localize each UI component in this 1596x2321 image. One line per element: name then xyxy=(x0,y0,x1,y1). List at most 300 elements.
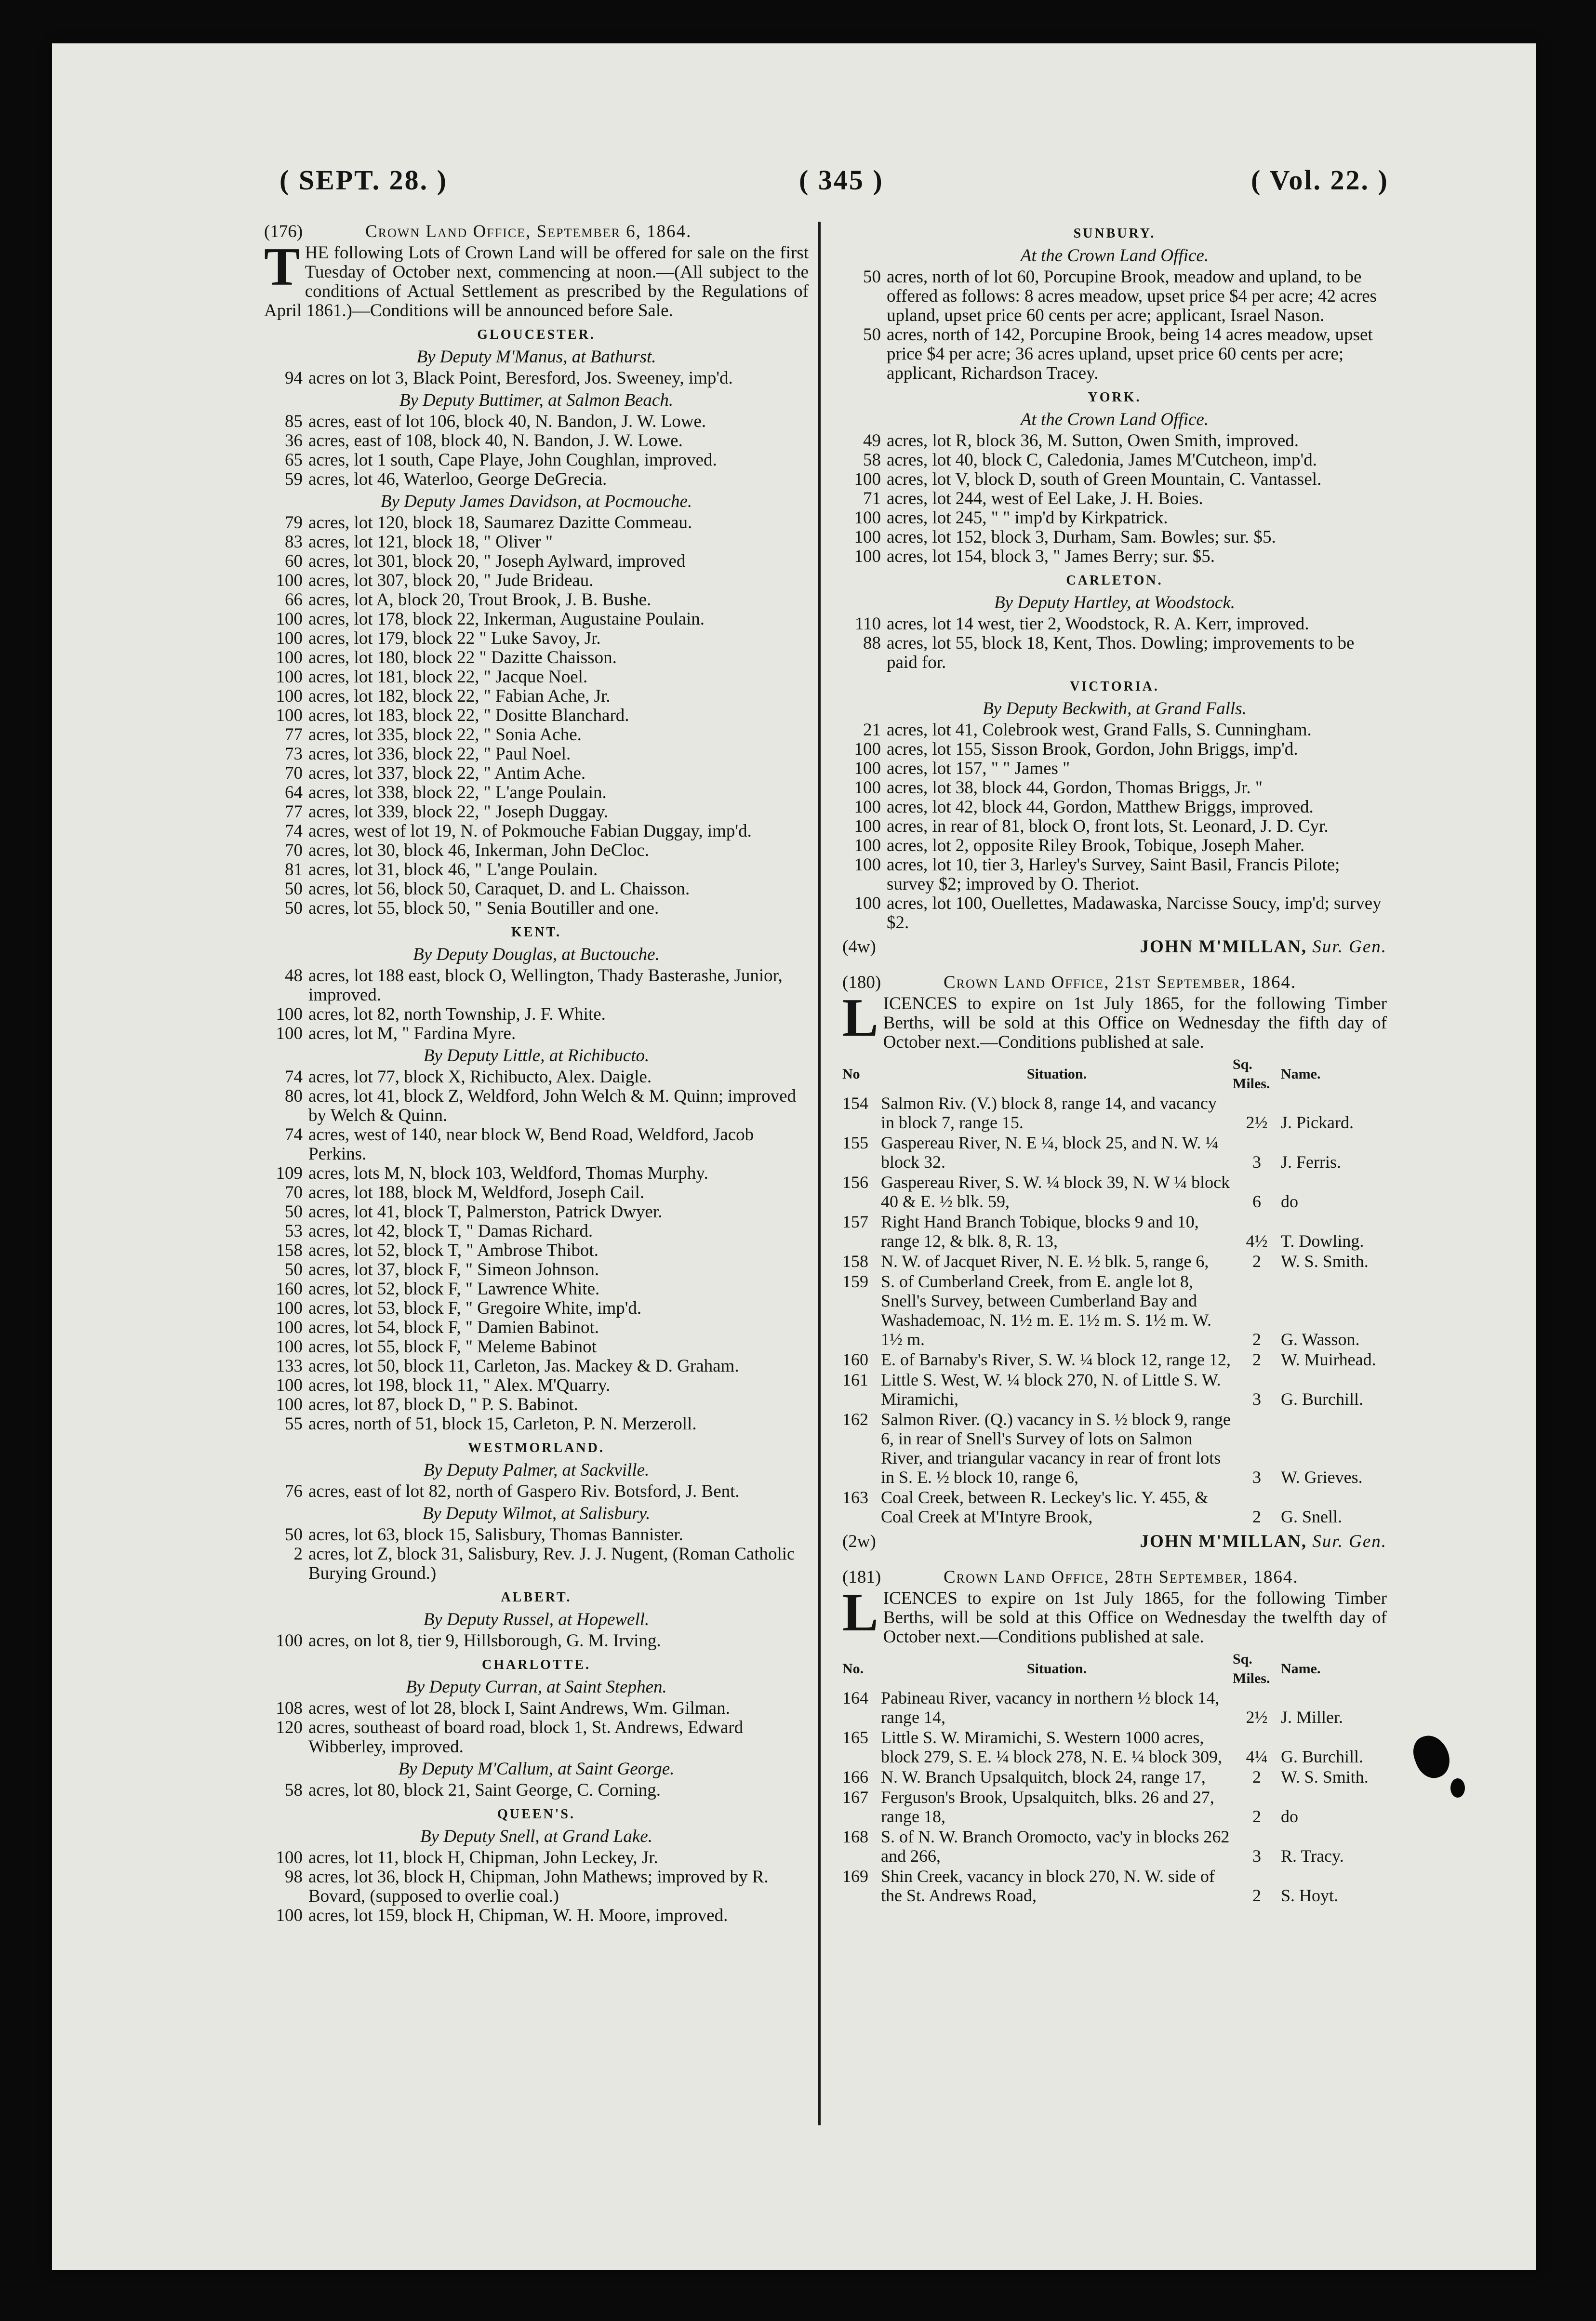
acres-value: 58 xyxy=(285,1780,303,1800)
acres-value: 100 xyxy=(854,739,881,759)
berth-situation: S. of Cumberland Creek, from E. angle lot 8, Snell's Survey, between Cumberland Bay and Washademoac, N. 1½ m. E. 1½ m. S. 1½ m. W. 1½ m. xyxy=(881,1272,1212,1349)
berth-name: R. Tracy. xyxy=(1281,1846,1344,1866)
berth-name: T. Dowling. xyxy=(1281,1231,1364,1251)
lot-entry xyxy=(264,783,809,802)
lot-description: acres, lot 339, block 22, " Joseph Duggay. xyxy=(308,802,609,822)
lot-entry xyxy=(264,1906,809,1925)
header-page-number: ( 345 ) xyxy=(799,164,884,196)
acres-value: 100 xyxy=(276,1318,303,1337)
lot-description: acres, lot 180, block 22 " Dazitte Chaisson. xyxy=(308,648,617,667)
berth-name: W. Grieves. xyxy=(1281,1467,1363,1487)
lot-description: acres, lot 1 south, Cape Playe, John Coughlan, improved. xyxy=(308,450,717,470)
lot-entry xyxy=(264,1299,809,1318)
acres-value: 100 xyxy=(854,894,881,913)
lot-entry xyxy=(264,412,809,431)
col-sq-miles: Sq. Miles. xyxy=(1233,1056,1270,1092)
berth-situation: N. W. of Jacquet River, N. E. ½ blk. 5, range 6, xyxy=(881,1252,1209,1271)
lot-description: acres, lot 178, block 22, Inkerman, Augustaine Poulain. xyxy=(308,609,705,629)
lot-description: acres, lot A, block 20, Trout Brook, J. B. Bushe. xyxy=(308,590,652,610)
right-sections xyxy=(842,224,1387,933)
header-volume: ( Vol. 22. ) xyxy=(1251,164,1389,196)
notice-number: (176) xyxy=(264,222,303,241)
lot-entry xyxy=(264,1125,809,1164)
office-line: Crown Land Office, 21st September, 1864. xyxy=(944,973,1297,992)
lot-description: acres, east of 108, block 40, N. Bandon, J. W. Lowe. xyxy=(308,431,683,451)
signature-block xyxy=(842,937,1387,957)
lot-description: acres, lot 77, block X, Richibucto, Alex. Daigle. xyxy=(308,1067,652,1087)
acres-value: 100 xyxy=(276,1024,303,1043)
signature-title: Sur. Gen. xyxy=(1312,1532,1387,1551)
insertion-mark: (4w) xyxy=(842,937,876,957)
county-heading: CHARLOTTE. xyxy=(482,1657,591,1672)
acres-value: 100 xyxy=(276,1298,303,1318)
lot-description: acres, lot V, block D, south of Green Mountain, C. Vantassel. xyxy=(887,469,1322,489)
lot-entry xyxy=(264,1222,809,1241)
acres-value: 77 xyxy=(285,802,303,822)
lot-description: acres, lot 307, block 20, " Jude Brideau. xyxy=(308,571,594,590)
lot-entry xyxy=(264,1318,809,1337)
acres-value: 36 xyxy=(285,431,303,451)
lot-entry xyxy=(264,1414,809,1434)
berth-number: 166 xyxy=(842,1767,868,1787)
berth-sq-miles: 2 xyxy=(1252,1330,1261,1349)
column-divider xyxy=(818,222,821,2125)
acres-value: 50 xyxy=(863,267,881,287)
left-column xyxy=(264,219,809,1925)
lot-description: acres, southeast of board road, block 1, St. Andrews, Edward Wibberley, improved. xyxy=(308,1718,744,1757)
acres-value: 70 xyxy=(285,1183,303,1202)
acres-value: 100 xyxy=(276,1906,303,1925)
berth-name: J. Ferris. xyxy=(1281,1152,1341,1172)
col-sq-miles: Sq. Miles. xyxy=(1233,1651,1270,1686)
lot-description: acres, lot 63, block 15, Salisbury, Thomas Bannister. xyxy=(308,1525,683,1545)
berth-row xyxy=(842,1867,1387,1906)
ink-blot xyxy=(1450,1778,1465,1798)
lot-description: acres, lot 40, block C, Caledonia, James M'Cutcheon, imp'd. xyxy=(887,450,1317,470)
lot-description: acres, lot 244, west of Eel Lake, J. H. Boies. xyxy=(887,489,1203,508)
acres-value: 50 xyxy=(285,1525,303,1545)
lot-entry xyxy=(842,634,1387,672)
acres-value: 98 xyxy=(285,1867,303,1887)
berth-row xyxy=(842,1370,1387,1410)
lot-description: acres, lot 2, opposite Riley Brook, Tobique, Joseph Maher. xyxy=(887,836,1305,855)
berth-name: J. Miller. xyxy=(1281,1707,1343,1727)
lot-description: acres, west of lot 19, N. of Pokmouche Fabian Duggay, imp'd. xyxy=(308,821,752,841)
berth-sq-miles: 6 xyxy=(1252,1192,1261,1211)
deputy-line: By Deputy M'Manus, at Bathurst. xyxy=(416,347,656,367)
lot-entry xyxy=(264,648,809,667)
berth-row xyxy=(842,1212,1387,1252)
lot-entry xyxy=(264,880,809,899)
lot-description: acres, lot 30, block 46, Inkerman, John DeCloc. xyxy=(308,840,649,860)
lot-description: acres, lot 46, Waterloo, George DeGrecia. xyxy=(308,469,607,489)
lot-entry xyxy=(264,610,809,629)
lot-entry xyxy=(842,614,1387,634)
berth-row xyxy=(842,1688,1387,1728)
lot-description: acres, lot 337, block 22, " Antim Ache. xyxy=(308,763,586,783)
berth-name: W. S. Smith. xyxy=(1281,1252,1369,1271)
berth-number: 156 xyxy=(842,1173,868,1192)
berth-number: 158 xyxy=(842,1252,868,1271)
acres-value: 100 xyxy=(854,547,881,566)
signature-name: JOHN M'MILLAN, Sur. Gen. xyxy=(1140,937,1387,957)
lot-description: acres, lot 50, block 11, Carleton, Jas. Mackey & D. Graham. xyxy=(308,1356,739,1376)
acres-value: 100 xyxy=(276,1375,303,1395)
berth-row xyxy=(842,1827,1387,1867)
berth-situation: S. of N. W. Branch Oromocto, vac'y in blocks 262 and 266, xyxy=(881,1827,1230,1866)
acres-value: 100 xyxy=(276,648,303,667)
lot-entry xyxy=(264,1357,809,1376)
berth-number: 160 xyxy=(842,1350,868,1369)
lot-entry xyxy=(264,1867,809,1906)
office-line: Crown Land Office, 28th September, 1864. xyxy=(944,1567,1299,1587)
lot-entry xyxy=(264,552,809,571)
lot-description: acres, lot 188 east, block O, Wellington, Thady Basterashe, Junior, improved. xyxy=(308,966,783,1005)
acres-value: 2 xyxy=(293,1544,303,1564)
acres-value: 53 xyxy=(285,1221,303,1241)
left-sections xyxy=(264,325,809,1925)
col-name: Name. xyxy=(1281,1661,1321,1677)
lot-description: acres, lot 31, block 46, " L'ange Poulain. xyxy=(308,860,598,880)
lot-description: acres, lot 55, block F, " Meleme Babinot xyxy=(308,1337,597,1357)
lot-description: acres, lot 54, block F, " Damien Babinot. xyxy=(308,1318,599,1337)
berth-situation: Shin Creek, vacancy in block 270, N. W. side of the St. Andrews Road, xyxy=(881,1867,1215,1905)
county-heading: QUEEN'S. xyxy=(497,1807,575,1822)
notice-180-intro xyxy=(842,988,1387,1052)
lot-description: acres, lot Z, block 31, Salisbury, Rev. J. J. Nugent, (Roman Catholic Burying Ground.) xyxy=(308,1544,795,1583)
lot-entry xyxy=(264,1482,809,1501)
lot-description: acres, lot 121, block 18, " Oliver " xyxy=(308,532,553,552)
lot-entry xyxy=(264,860,809,880)
acres-value: 79 xyxy=(285,513,303,533)
acres-value: 100 xyxy=(276,1395,303,1414)
lot-entry xyxy=(842,547,1387,566)
lot-description: acres, lot 87, block D, " P. S. Babinot. xyxy=(308,1395,578,1414)
acres-value: 76 xyxy=(285,1481,303,1501)
lot-description: acres, lot 42, block 44, Gordon, Matthew Briggs, improved. xyxy=(887,797,1314,817)
berth-row xyxy=(842,1767,1387,1787)
acres-value: 109 xyxy=(276,1163,303,1183)
deputy-line: By Deputy Snell, at Grand Lake. xyxy=(420,1827,652,1846)
berth-situation: Pabineau River, vacancy in northern ½ block 14, range 14, xyxy=(881,1688,1220,1727)
berth-number: 161 xyxy=(842,1370,868,1389)
lot-description: acres, lot 301, block 20, " Joseph Aylward, improved xyxy=(308,551,686,571)
berth-number: 167 xyxy=(842,1787,868,1807)
notice-intro xyxy=(264,237,809,320)
acres-value: 100 xyxy=(854,469,881,489)
lot-description: acres, lot 120, block 18, Saumarez Dazitte Commeau. xyxy=(308,513,692,533)
lot-description: acres, lot 56, block 50, Caraquet, D. and L. Chaisson. xyxy=(308,879,690,899)
lot-description: acres, on lot 8, tier 9, Hillsborough, G. M. Irving. xyxy=(308,1631,661,1651)
lot-entry xyxy=(264,667,809,687)
berth-situation: Right Hand Branch Tobique, blocks 9 and 10, range 12, & blk. 8, R. 13, xyxy=(881,1212,1199,1251)
lot-description: acres, west of lot 28, block I, Saint Andrews, Wm. Gilman. xyxy=(308,1698,730,1718)
acres-value: 50 xyxy=(863,325,881,345)
lot-entry xyxy=(264,687,809,706)
lot-entry xyxy=(264,841,809,860)
acres-value: 85 xyxy=(285,412,303,431)
right-column xyxy=(842,219,1387,1906)
berth-name: G. Burchill. xyxy=(1281,1747,1363,1766)
acres-value: 88 xyxy=(863,633,881,653)
lot-entry xyxy=(264,1631,809,1651)
berth-situation: N. W. Branch Upsalquitch, block 24, range 17, xyxy=(881,1767,1206,1787)
lot-entry xyxy=(264,822,809,841)
lot-description: acres, lots M, N, block 103, Weldford, Thomas Murphy. xyxy=(308,1163,708,1183)
lot-entry xyxy=(264,1067,809,1087)
lot-entry xyxy=(264,764,809,783)
lot-entry xyxy=(264,451,809,470)
intro-text: ICENCES to expire on 1st July 1865, for the following Timber Berths, will be sold at this Office on Wednesday the fifth day of October next.—Conditions published at sale. xyxy=(883,994,1387,1052)
berth-sq-miles: 3 xyxy=(1252,1467,1261,1487)
acres-value: 100 xyxy=(854,778,881,798)
timber-berths-table-180 xyxy=(842,1055,1387,1527)
lot-entry xyxy=(842,508,1387,528)
lot-description: acres, lot 41, block T, Palmerston, Patrick Dwyer. xyxy=(308,1202,663,1222)
deputy-line: At the Crown Land Office. xyxy=(1020,246,1209,266)
lot-entry xyxy=(264,1183,809,1202)
lot-entry xyxy=(842,720,1387,740)
berth-sq-miles: 2 xyxy=(1252,1252,1261,1271)
col-situation: Situation. xyxy=(1026,1661,1087,1677)
berth-row xyxy=(842,1272,1387,1350)
col-no: No xyxy=(842,1066,860,1082)
lot-entry xyxy=(264,1024,809,1043)
lot-description: acres, lot 179, block 22 " Luke Savoy, Jr. xyxy=(308,628,601,648)
berth-sq-miles: 4¼ xyxy=(1246,1747,1268,1766)
lot-description: acres, lot 11, block H, Chipman, John Leckey, Jr. xyxy=(308,1848,658,1867)
berth-name: G. Snell. xyxy=(1281,1507,1343,1526)
notice-181-head xyxy=(842,1568,1387,1587)
lot-description: acres, lot 338, block 22, " L'ange Poulain. xyxy=(308,783,607,802)
acres-value: 100 xyxy=(276,706,303,725)
lot-entry xyxy=(264,1545,809,1583)
lot-description: acres, lot 55, block 50, " Senia Boutiller and one. xyxy=(308,898,659,918)
lot-description: acres, lot 183, block 22, " Dositte Blanchard. xyxy=(308,706,629,725)
deputy-line: By Deputy Buttimer, at Salmon Beach. xyxy=(399,390,674,410)
lot-entry xyxy=(264,513,809,533)
berth-row xyxy=(842,1488,1387,1527)
lot-description: acres, lot 80, block 21, Saint George, C. Corning. xyxy=(308,1780,661,1800)
acres-value: 100 xyxy=(276,1337,303,1357)
acres-value: 100 xyxy=(854,836,881,855)
lot-entry xyxy=(842,470,1387,489)
acres-value: 77 xyxy=(285,725,303,745)
lot-entry xyxy=(264,1848,809,1867)
acres-value: 160 xyxy=(276,1279,303,1299)
berth-name: G. Burchill. xyxy=(1281,1389,1363,1409)
county-heading: SUNBURY. xyxy=(1073,226,1156,241)
berth-situation: Salmon Riv. (V.) block 8, range 14, and vacancy in block 7, range 15. xyxy=(881,1094,1217,1132)
acres-value: 80 xyxy=(285,1086,303,1106)
notice-181-intro xyxy=(842,1583,1387,1647)
lot-entry xyxy=(842,489,1387,508)
drop-cap: T xyxy=(264,237,300,297)
lot-description: acres, east of lot 82, north of Gaspero Riv. Botsford, J. Bent. xyxy=(308,1481,740,1501)
lot-description: acres, lot M, " Fardina Myre. xyxy=(308,1024,516,1043)
lot-entry xyxy=(842,528,1387,547)
lot-entry xyxy=(264,745,809,764)
berth-row xyxy=(842,1350,1387,1370)
lot-description: acres, east of lot 106, block 40, N. Bandon, J. W. Lowe. xyxy=(308,412,706,431)
lot-entry xyxy=(264,1337,809,1357)
lot-description: acres, in rear of 81, block O, front lots, St. Leonard, J. D. Cyr. xyxy=(887,816,1329,836)
berth-sq-miles: 2 xyxy=(1252,1507,1261,1526)
lot-description: acres, lot 52, block F, " Lawrence White. xyxy=(308,1279,600,1299)
lot-entry xyxy=(264,590,809,610)
lot-entry xyxy=(264,571,809,590)
acres-value: 100 xyxy=(854,855,881,875)
lot-entry xyxy=(264,706,809,725)
col-no: No. xyxy=(842,1661,864,1677)
lot-entry xyxy=(842,740,1387,759)
acres-value: 64 xyxy=(285,783,303,802)
berth-number: 168 xyxy=(842,1827,868,1846)
acres-value: 50 xyxy=(285,879,303,899)
county-heading: WESTMORLAND. xyxy=(468,1441,605,1455)
berth-number: 163 xyxy=(842,1488,868,1507)
timber-berths-table-181 xyxy=(842,1650,1387,1906)
lot-description: acres, lot 41, block Z, Weldford, John Welch & M. Quinn; improved by Welch & Quinn. xyxy=(308,1086,797,1125)
berth-situation: Coal Creek, between R. Leckey's lic. Y. 455, & Coal Creek at M'Intyre Brook, xyxy=(881,1488,1209,1526)
deputy-line: By Deputy Hartley, at Woodstock. xyxy=(994,593,1236,613)
lot-entry xyxy=(264,1164,809,1183)
lot-description: acres, lot 42, block T, " Damas Richard. xyxy=(308,1221,593,1241)
acres-value: 100 xyxy=(854,759,881,778)
gazette-page xyxy=(52,43,1536,2270)
lot-entry xyxy=(264,629,809,648)
berth-name: do xyxy=(1281,1192,1298,1211)
berth-number: 164 xyxy=(842,1688,868,1707)
lot-entry xyxy=(842,817,1387,836)
lot-entry xyxy=(264,1781,809,1800)
acres-value: 133 xyxy=(276,1356,303,1376)
berth-sq-miles: 2 xyxy=(1252,1767,1261,1787)
berth-number: 154 xyxy=(842,1094,868,1113)
deputy-line: By Deputy Wilmot, at Salisbury. xyxy=(422,1504,651,1523)
county-heading: KENT. xyxy=(511,925,562,940)
lot-description: acres, lot 336, block 22, " Paul Noel. xyxy=(308,744,571,764)
berth-sq-miles: 2½ xyxy=(1246,1113,1268,1132)
lot-entry xyxy=(264,1718,809,1757)
county-heading: GLOUCESTER. xyxy=(477,327,596,342)
lot-description: acres, lot R, block 36, M. Sutton, Owen Smith, improved. xyxy=(887,431,1299,451)
berth-number: 169 xyxy=(842,1867,868,1886)
acres-value: 50 xyxy=(285,1260,303,1280)
acres-value: 100 xyxy=(854,527,881,547)
notice-176-head xyxy=(264,222,809,241)
lot-description: acres, lot 188, block M, Weldford, Joseph Cail. xyxy=(308,1183,645,1202)
county-heading: CARLETON. xyxy=(1066,573,1163,588)
lot-entry xyxy=(842,451,1387,470)
acres-value: 100 xyxy=(276,628,303,648)
lot-description: acres, lot 82, north Township, J. F. White. xyxy=(308,1004,606,1024)
berth-row xyxy=(842,1410,1387,1488)
acres-value: 94 xyxy=(285,368,303,388)
lot-description: acres, lot 154, block 3, " James Berry; sur. $5. xyxy=(887,547,1215,566)
county-heading: ALBERT. xyxy=(501,1590,572,1605)
berth-number: 159 xyxy=(842,1272,868,1291)
berth-name: S. Hoyt. xyxy=(1281,1886,1339,1905)
lot-entry xyxy=(842,778,1387,798)
lot-entry xyxy=(264,725,809,745)
lot-entry xyxy=(264,966,809,1005)
signature-block xyxy=(842,1532,1387,1551)
deputy-line: By Deputy James Davidson, at Pocmouche. xyxy=(380,492,692,511)
berth-sq-miles: 2 xyxy=(1252,1807,1261,1826)
acres-value: 49 xyxy=(863,431,881,451)
acres-value: 59 xyxy=(285,469,303,489)
lot-description: acres on lot 3, Black Point, Beresford, Jos. Sweeney, imp'd. xyxy=(308,368,733,388)
acres-value: 50 xyxy=(285,898,303,918)
lot-entry xyxy=(842,836,1387,855)
berth-name: J. Pickard. xyxy=(1281,1113,1354,1132)
col-name: Name. xyxy=(1281,1066,1321,1082)
lot-description: acres, lot 41, Colebrook west, Grand Falls, S. Cunningham. xyxy=(887,720,1312,740)
berth-sq-miles: 2 xyxy=(1252,1886,1261,1905)
berth-row xyxy=(842,1094,1387,1133)
county-heading: VICTORIA. xyxy=(1070,679,1159,694)
lot-description: acres, lot 155, Sisson Brook, Gordon, John Briggs, imp'd. xyxy=(887,739,1298,759)
lot-entry xyxy=(264,1376,809,1395)
drop-cap: L xyxy=(842,988,878,1048)
lot-description: acres, lot 10, tier 3, Harley's Survey, Saint Basil, Francis Pilote; survey $2; improved by O. Theriot. xyxy=(887,855,1340,894)
lot-description: acres, lot 198, block 11, " Alex. M'Quarry. xyxy=(308,1375,611,1395)
lot-entry xyxy=(842,855,1387,894)
acres-value: 70 xyxy=(285,763,303,783)
lot-description: acres, lot 245, " " imp'd by Kirkpatrick. xyxy=(887,508,1168,528)
lot-description: acres, lot 159, block H, Chipman, W. H. Moore, improved. xyxy=(308,1906,728,1925)
berth-sq-miles: 3 xyxy=(1252,1389,1261,1409)
berth-name: W. Muirhead. xyxy=(1281,1350,1376,1369)
lot-description: acres, lot 36, block H, Chipman, John Mathews; improved by R. Bovard, (supposed to overlie coal.) xyxy=(308,1867,769,1906)
lot-entry xyxy=(264,533,809,552)
lot-description: acres, north of 51, block 15, Carleton, P. N. Merzeroll. xyxy=(308,1414,697,1434)
intro-text: HE following Lots of Crown Land will be offered for sale on the first Tuesday of October next, commencing at noon.—(All subject to the conditions of Actual Settlement as prescribed by the Regulations of April 1861.)—Conditions will be announced before Sale. xyxy=(264,243,809,320)
acres-value: 100 xyxy=(276,686,303,706)
acres-value: 66 xyxy=(285,590,303,610)
berth-sq-miles: 2½ xyxy=(1246,1707,1268,1727)
berth-row xyxy=(842,1133,1387,1173)
deputy-line: By Deputy Curran, at Saint Stephen. xyxy=(406,1677,667,1697)
notice-number: (181) xyxy=(842,1567,881,1587)
lot-description: acres, lot 52, block T, " Ambrose Thibot. xyxy=(308,1241,598,1260)
berth-row xyxy=(842,1173,1387,1212)
lot-description: acres, lot 53, block F, " Gregoire White, imp'd. xyxy=(308,1298,642,1318)
lot-entry xyxy=(842,431,1387,451)
acres-value: 74 xyxy=(285,1067,303,1087)
acres-value: 71 xyxy=(863,489,881,508)
acres-value: 100 xyxy=(276,1004,303,1024)
lot-description: acres, west of 140, near block W, Bend Road, Weldford, Jacob Perkins. xyxy=(308,1125,754,1164)
acres-value: 74 xyxy=(285,1125,303,1145)
berth-number: 157 xyxy=(842,1212,868,1231)
lot-entry xyxy=(264,1395,809,1414)
lot-description: acres, lot 55, block 18, Kent, Thos. Dowling; improvements to be paid for. xyxy=(887,633,1355,672)
acres-value: 65 xyxy=(285,450,303,470)
intro-text: ICENCES to expire on 1st July 1865, for the following Timber Berths, will be sold at this Office on Wednesday the twelfth day of October next.—Conditions published at sale. xyxy=(883,1588,1387,1647)
acres-value: 120 xyxy=(276,1718,303,1737)
berth-name: do xyxy=(1281,1807,1298,1826)
deputy-line: By Deputy M'Callum, at Saint George. xyxy=(398,1759,675,1779)
berth-name: G. Wasson. xyxy=(1281,1330,1360,1349)
notice-number: (180) xyxy=(842,973,881,992)
lot-description: acres, lot 38, block 44, Gordon, Thomas Briggs, Jr. " xyxy=(887,778,1263,798)
acres-value: 100 xyxy=(276,667,303,687)
acres-value: 110 xyxy=(854,614,881,634)
berth-row xyxy=(842,1252,1387,1272)
berth-sq-miles: 4½ xyxy=(1246,1231,1268,1251)
